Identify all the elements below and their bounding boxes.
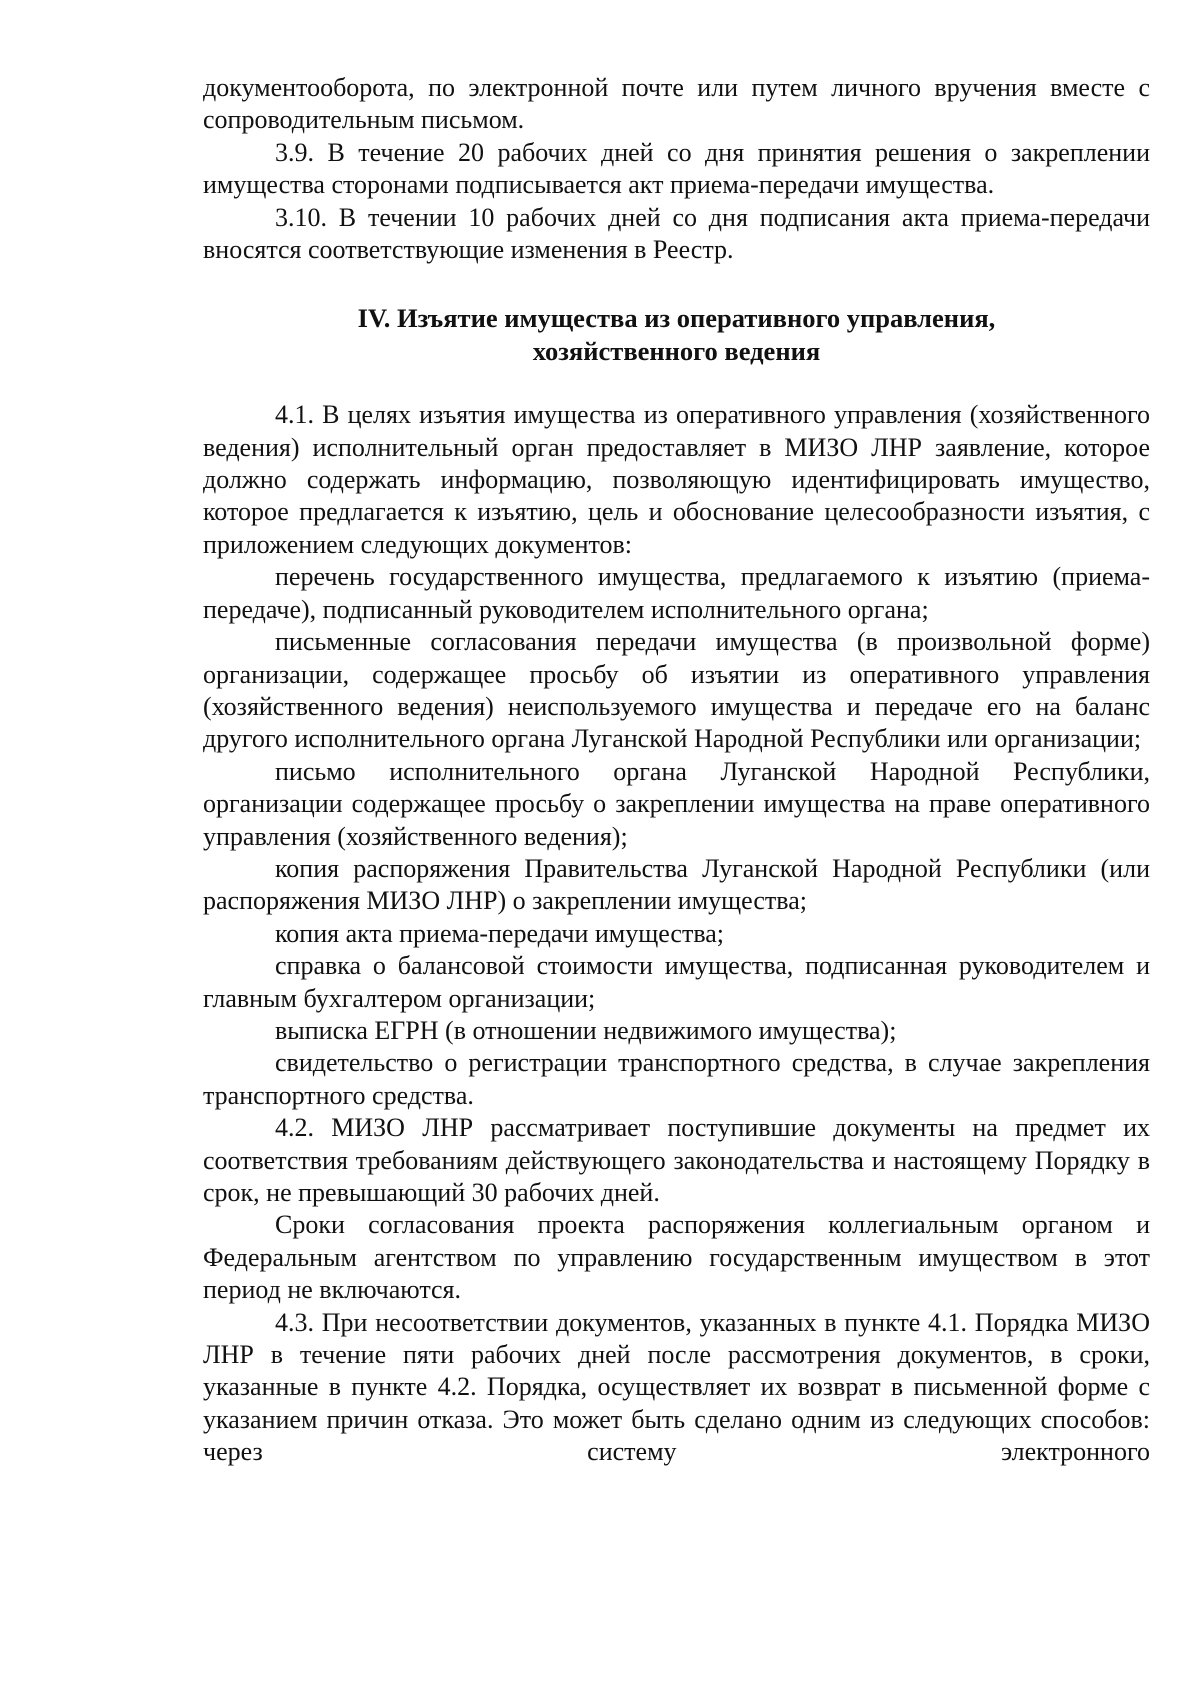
document-page bbox=[203, 72, 1150, 1469]
section-heading-line2: хозяйственного ведения bbox=[532, 335, 821, 366]
paragraph-continuation: документооборота, по электронной почте или путем личного вручения вместе с сопроводительным письмом. bbox=[203, 73, 1150, 135]
paragraph-approval-terms: Сроки согласования проекта распоряжения коллегиальным органом и Федеральным агентством по управлению государственным имуществом в этот период не включаются. bbox=[203, 1210, 1150, 1305]
list-item-act-copy: копия акта приема-передачи имущества; bbox=[275, 918, 725, 948]
paragraph-4-1: 4.1. В целях изъятия имущества из оперативного управления (хозяйственного ведения) исполнительный орган предоставляет в МИЗО ЛНР заявление, которое должно содержать информацию, позволяющую идентифицировать имущество, которое предлагается к изъятию, цель и обоснование целесообразности изъятия, с приложением следующих документов: bbox=[203, 400, 1150, 559]
paragraph-3-10: 3.10. В течении 10 рабочих дней со дня подписания акта приема-передачи вносятся соответствующие изменения в Реестр. bbox=[203, 202, 1150, 265]
list-item-written-approvals: письменные согласования передачи имущества (в произвольной форме) организации, содержащее просьбу об изъятии из оперативного управления (хозяйственного ведения) неиспользуемого имущества и передаче его на баланс другого исполнительного органа Луганской Народной Республики или организации; bbox=[203, 627, 1150, 754]
paragraph-3-9: 3.9. В течение 20 рабочих дней со дня принятия решения о закреплении имущества сторонами подписывается акт приема-передачи имущества. bbox=[203, 137, 1150, 200]
list-item-request-letter: письмо исполнительного органа Луганской Народной Республики, организации содержащее просьбу о закреплении имущества на праве оперативного управления (хозяйственного ведения); bbox=[203, 756, 1150, 851]
list-item-property-list: перечень государственного имущества, предлагаемого к изъятию (приема-передаче), подписанный руководителем исполнительного органа; bbox=[203, 562, 1150, 624]
list-item-balance-certificate: справка о балансовой стоимости имущества, подписанная руководителем и главным бухгалтером организации; bbox=[203, 951, 1150, 1013]
list-item-vehicle-certificate: свидетельство о регистрации транспортного средства, в случае закрепления транспортного средства. bbox=[203, 1048, 1150, 1110]
list-item-order-copy: копия распоряжения Правительства Луганской Народной Республики (или распоряжения МИЗО ЛНР) о закреплении имущества; bbox=[203, 853, 1150, 916]
section-heading bbox=[203, 302, 1150, 367]
section-heading-line1: IV. Изъятие имущества из оперативного управления, bbox=[357, 303, 996, 334]
paragraph-4-2: 4.2. МИЗО ЛНР рассматривает поступившие документы на предмет их соответствия требованиям действующего законодательства и настоящему Порядку в срок, не превышающий 30 рабочих дней. bbox=[203, 1113, 1150, 1207]
paragraph-4-3: 4.3. При несоответствии документов, указанных в пункте 4.1. Порядка МИЗО ЛНР в течение пяти рабочих дней после рассмотрения документов, в сроки, указанные в пункте 4.2. Порядка, осуществляет их возврат в письменной форме с указанием причин отказа. Это может быть сделано одним из следующих способов: через систему электронного bbox=[203, 1307, 1150, 1467]
list-item-egrn-extract: выписка ЕГРН (в отношении недвижимого имущества); bbox=[275, 1015, 897, 1045]
